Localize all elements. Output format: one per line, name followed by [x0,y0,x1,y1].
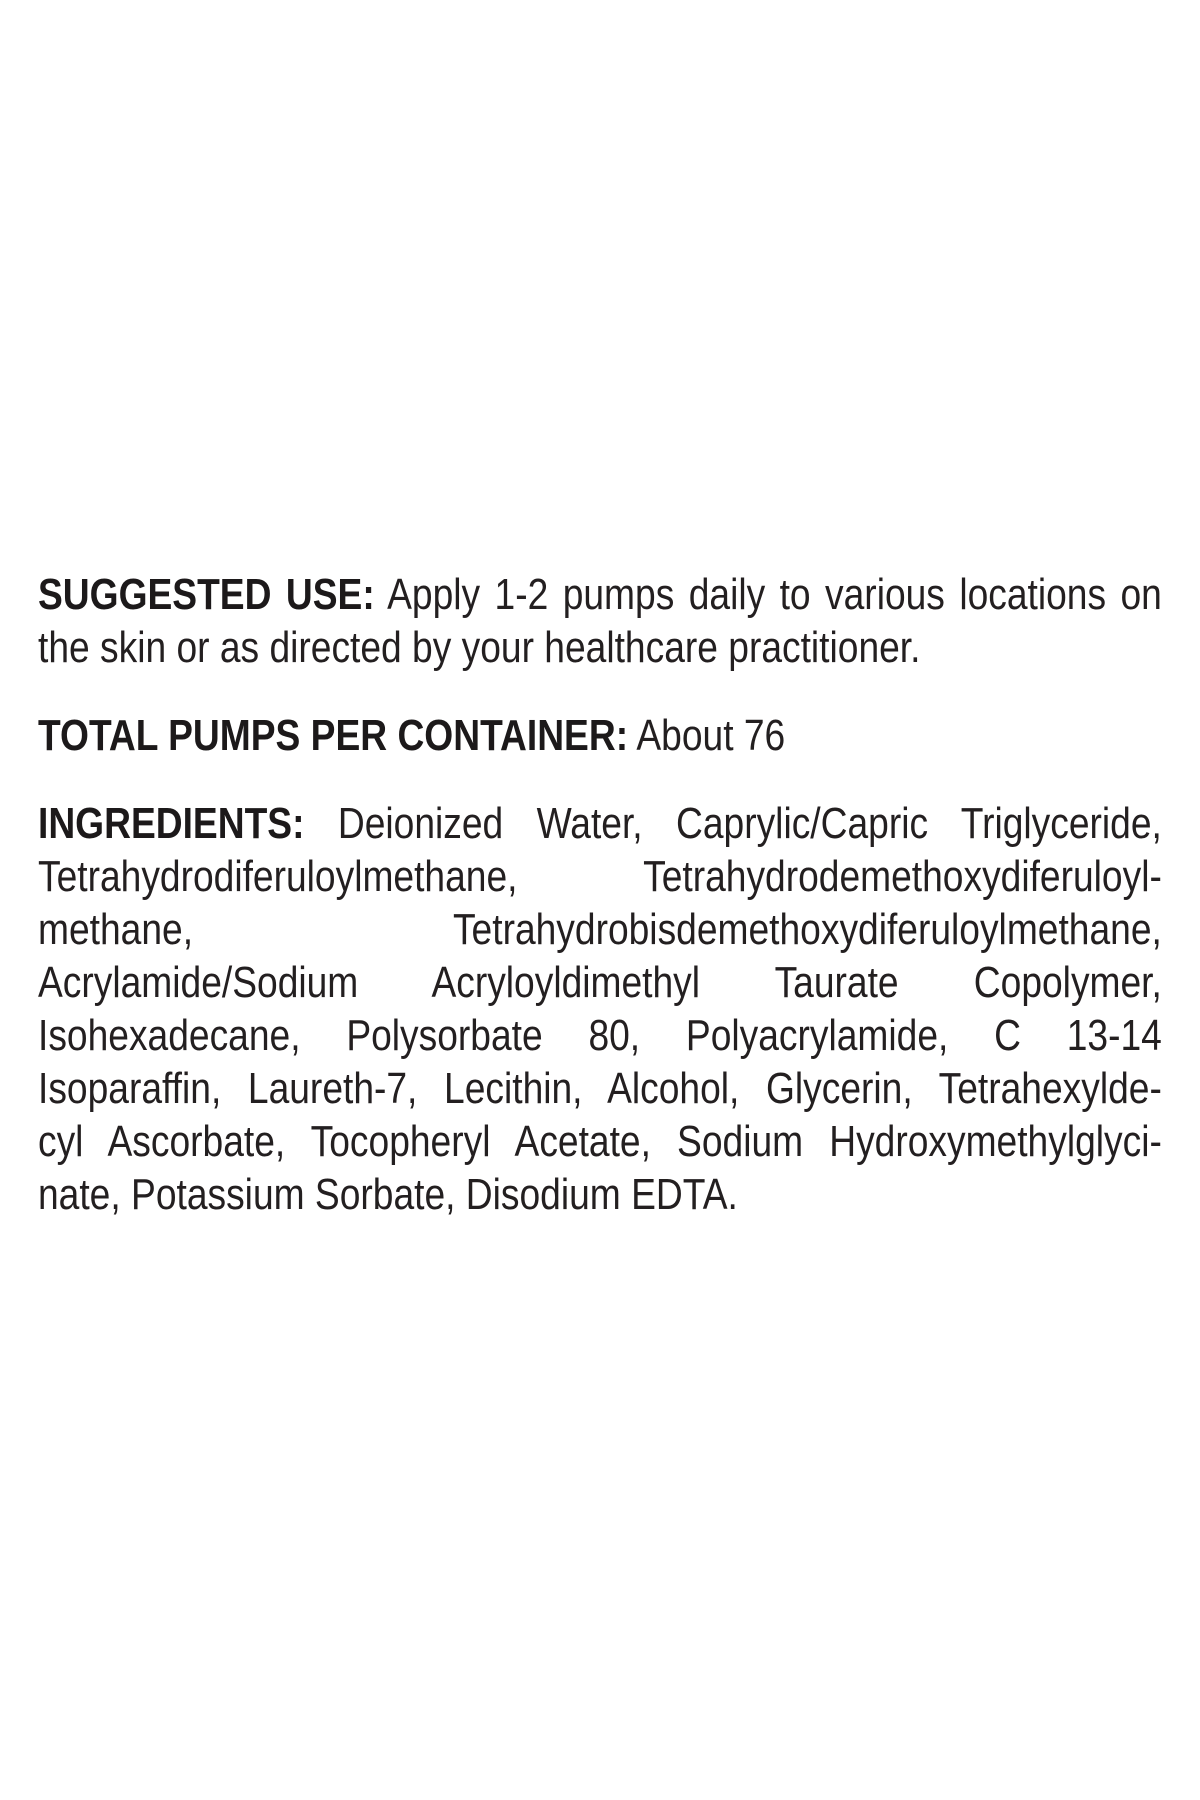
suggested-use-line-2: the skin or as directed by your healthcare practitioner. [38,623,921,672]
total-pumps-paragraph [38,709,1162,762]
ingredients-paragraph [38,797,1162,1221]
ingredients-line-3: methane, Tetrahydrobisdemethoxydiferuloylmethane, [38,905,1162,954]
total-pumps-line [38,709,1162,762]
suggested-use-heading: SUGGESTED USE: [38,570,375,619]
suggested-use-line-1 [38,568,1162,621]
ingredients-line-7: cyl Ascorbate, Tocopheryl Acetate, Sodium Hydroxymethylglyci- [38,1117,1162,1166]
ingredients-line-6: Isoparaffin, Laureth-7, Lecithin, Alcohol, Glycerin, Tetrahexylde- [38,1064,1162,1113]
suggested-use-paragraph [38,568,1162,674]
ingredients-heading: INGREDIENTS: [38,799,305,848]
ingredients-line-1 [38,797,1162,850]
ingredients-line-1-text: Deionized Water, Caprylic/Capric Triglyceride, [337,799,1162,848]
ingredients-line-5: Isohexadecane, Polysorbate 80, Polyacrylamide, C 13-14 [38,1011,1162,1060]
ingredients-line-4: Acrylamide/Sodium Acryloyldimethyl Taurate Copolymer, [38,958,1162,1007]
total-pumps-value: About 76 [636,711,786,760]
label-text-panel [38,568,1162,1221]
total-pumps-heading: TOTAL PUMPS PER CONTAINER: [38,711,629,760]
ingredients-line-8: nate, Potassium Sorbate, Disodium EDTA. [38,1170,738,1219]
suggested-use-line-1-text: Apply 1-2 pumps daily to various locations on [387,570,1162,619]
ingredients-line-2: Tetrahydrodiferuloylmethane, Tetrahydrodemethoxydiferuloyl- [38,852,1162,901]
